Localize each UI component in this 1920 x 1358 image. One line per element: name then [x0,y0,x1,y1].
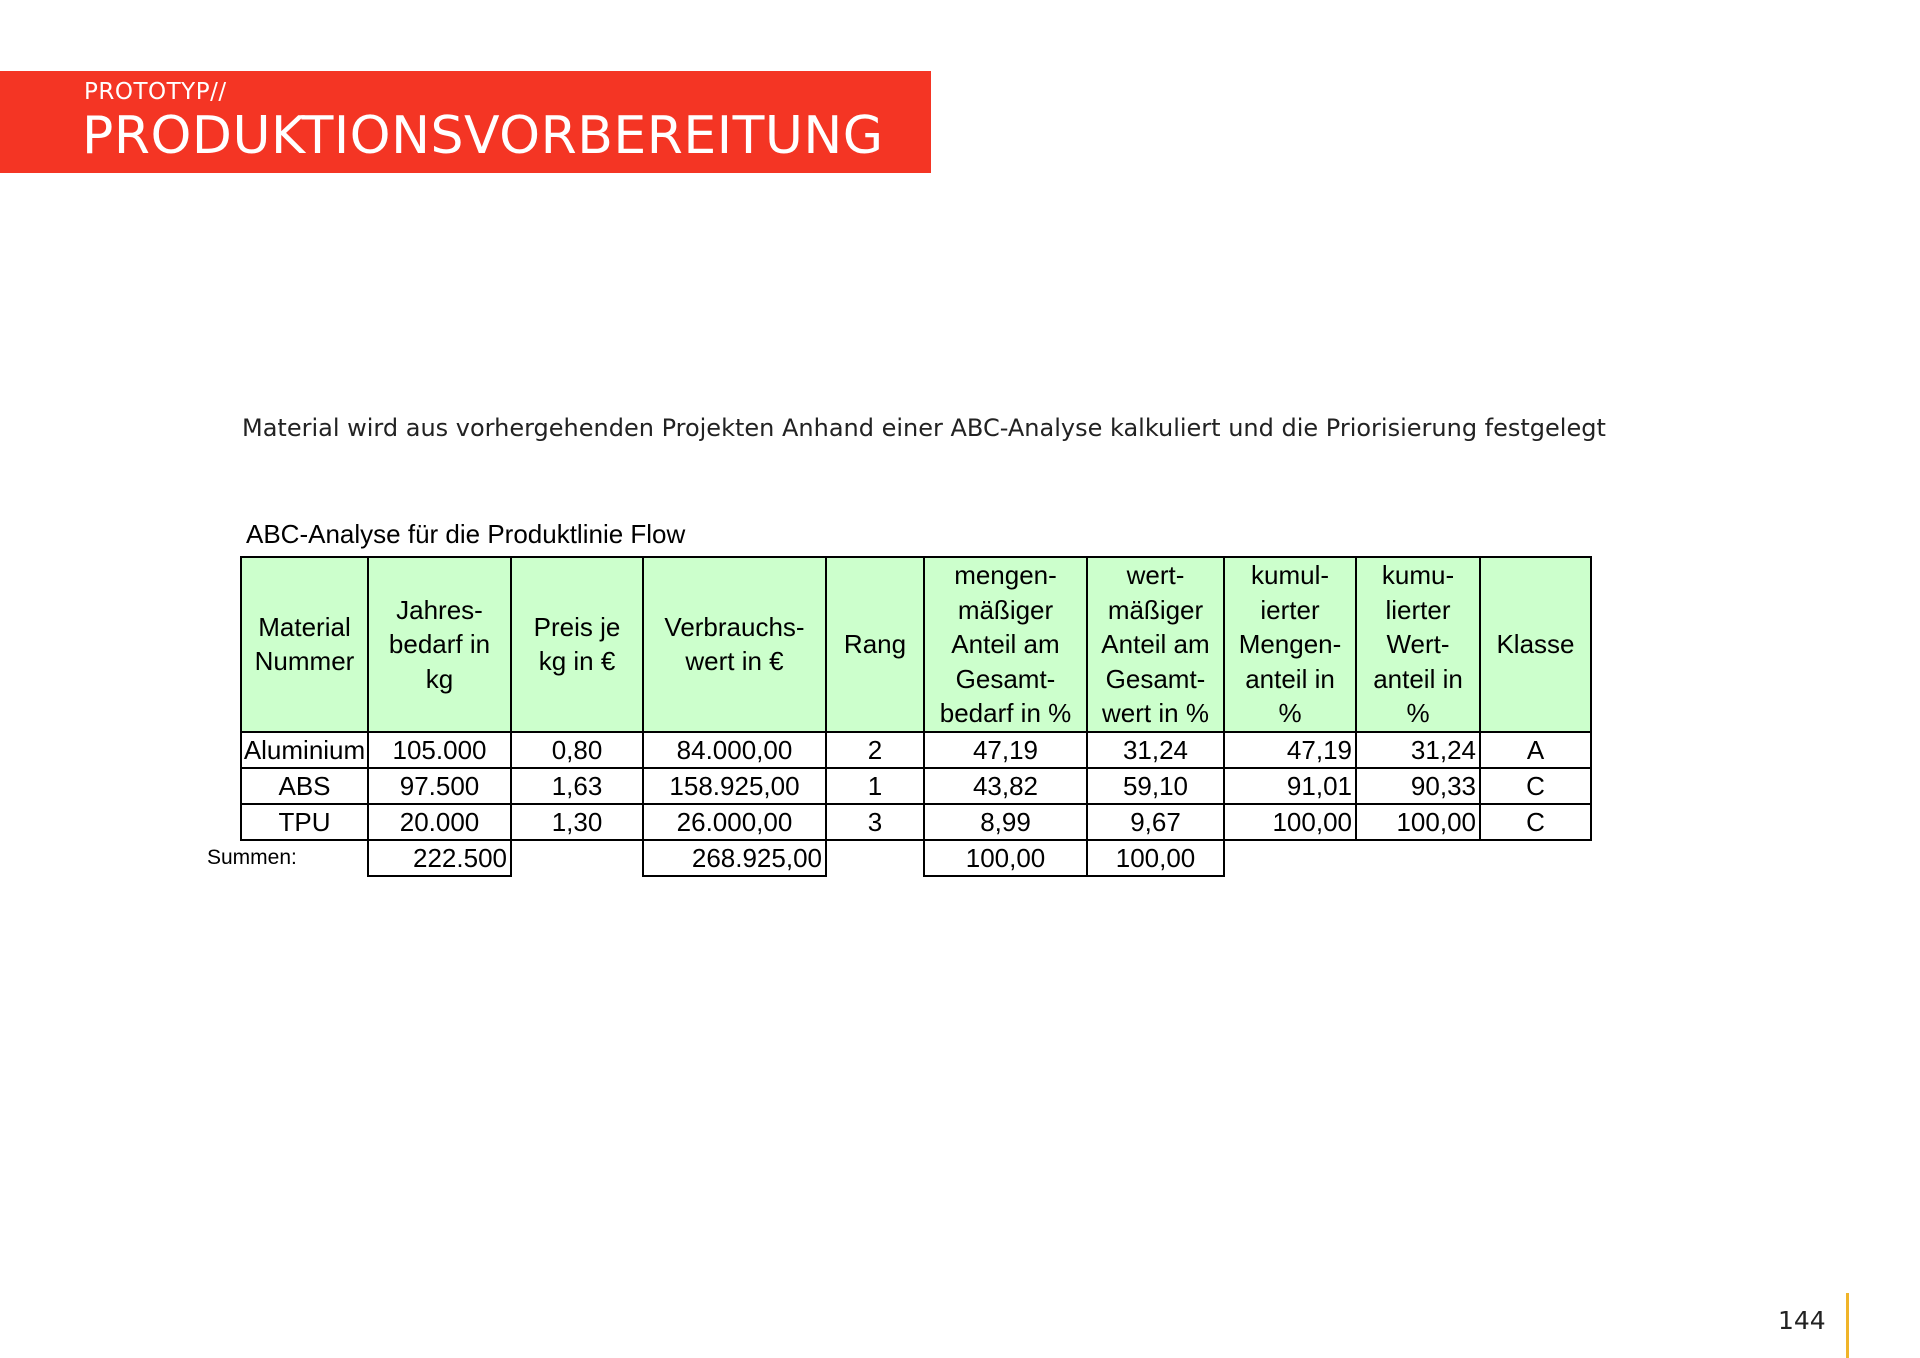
table-title: ABC-Analyse für die Produktlinie Flow [246,519,686,549]
cell-wert-anteil: 31,24 [1087,732,1224,768]
table-row [241,732,1591,768]
cell-rang: 2 [826,732,924,768]
page-title: PRODUKTIONSVORBEREITUNG [82,106,884,166]
table-row [241,768,1591,804]
header-line: Rang [843,629,907,659]
sums-label [207,840,368,876]
cell-wert-anteil: 9,67 [1087,804,1224,840]
blank-cell [511,840,643,876]
header-line: Klasse [1496,629,1575,659]
header-line: Preis je [533,611,621,642]
header-line: Anteil am [951,629,1060,659]
cell-material: Aluminium [241,732,368,768]
header-material-nummer [241,557,368,732]
header-line: wert- [1126,560,1185,590]
header-line: mäßiger [1107,594,1204,625]
cell-kum-wert: 90,33 [1356,768,1480,804]
header-line: Wert- [1386,629,1450,659]
header-jahresbedarf [368,557,511,732]
cell-mengen-anteil: 47,19 [924,732,1087,768]
sum-mengen-anteil: 100,00 [924,840,1087,876]
cell-jahresbedarf: 20.000 [368,804,511,840]
sum-jahresbedarf: 222.500 [368,840,511,876]
cell-verbrauchswert: 84.000,00 [643,732,826,768]
blank-cell [1224,840,1356,876]
header-rang [826,557,924,732]
header-preis-je-kg [511,557,643,732]
cell-kum-mengen: 47,19 [1224,732,1356,768]
header-line: wert in % [1102,698,1209,728]
blank-cell [826,840,924,876]
cell-klasse: A [1480,732,1591,768]
header-line: anteil in [1373,663,1463,694]
table-header-row [241,557,1591,732]
cell-mengen-anteil: 8,99 [924,804,1087,840]
header-line: ierter [1260,594,1320,625]
header-line: mäßiger [957,594,1054,625]
header-line: % [1278,698,1302,728]
header-verbrauchswert [643,557,826,732]
header-line: kg [425,663,454,694]
header-line: Jahres- [396,594,483,625]
header-wert-anteil [1087,557,1224,732]
cell-kum-mengen: 91,01 [1224,768,1356,804]
blank-cell [1480,840,1591,876]
header-klasse [1480,557,1591,732]
header-line: bedarf in [388,629,491,659]
cell-jahresbedarf: 97.500 [368,768,511,804]
cell-material: TPU [241,804,368,840]
header-line: Mengen- [1238,629,1342,659]
sum-wert-anteil: 100,00 [1087,840,1224,876]
sum-verbrauchswert: 268.925,00 [643,840,826,876]
page-number: 144 [1778,1306,1826,1335]
cell-mengen-anteil: 43,82 [924,768,1087,804]
section-kicker: PROTOTYP// [84,79,227,105]
cell-kum-wert: 31,24 [1356,732,1480,768]
cell-rang: 1 [826,768,924,804]
header-line: lierter [1385,594,1451,625]
intro-text: Material wird aus vorhergehenden Projekten Anhand einer ABC-Analyse kalkuliert und die Priorisierung festgelegt [242,414,1606,442]
header-line: kumu- [1381,560,1455,590]
header-line: Verbrauchs- [664,611,805,642]
sums-row [241,840,1591,876]
header-line: Anteil am [1101,629,1210,659]
blank-cell [1356,840,1480,876]
table-row [241,804,1591,840]
abc-analysis-table [207,556,1592,877]
cell-verbrauchswert: 26.000,00 [643,804,826,840]
header-line: Gesamt- [1105,663,1206,694]
cell-preis: 0,80 [511,732,643,768]
cell-kum-wert: 100,00 [1356,804,1480,840]
header-line: Nummer [254,646,355,677]
header-line: wert in € [685,646,784,677]
header-kum-mengen-anteil [1224,557,1356,732]
header-line: bedarf in % [939,698,1072,728]
cell-preis: 1,63 [511,768,643,804]
cell-material: ABS [241,768,368,804]
cell-rang: 3 [826,804,924,840]
header-kum-wert-anteil [1356,557,1480,732]
page-number-rule [1846,1293,1849,1358]
cell-wert-anteil: 59,10 [1087,768,1224,804]
title-banner [0,71,931,173]
cell-preis: 1,30 [511,804,643,840]
header-line: Material [258,611,351,642]
header-line: % [1406,698,1430,728]
cell-kum-mengen: 100,00 [1224,804,1356,840]
header-mengen-anteil [924,557,1087,732]
header-line: kg in € [538,646,616,677]
cell-klasse: C [1480,804,1591,840]
cell-verbrauchswert: 158.925,00 [643,768,826,804]
header-line: kumul- [1250,560,1329,590]
header-line: anteil in [1245,663,1335,694]
header-line: Gesamt- [955,663,1056,694]
cell-jahresbedarf: 105.000 [368,732,511,768]
cell-klasse: C [1480,768,1591,804]
sums-label-text: Summen: [207,845,297,869]
header-line: mengen- [954,560,1057,590]
